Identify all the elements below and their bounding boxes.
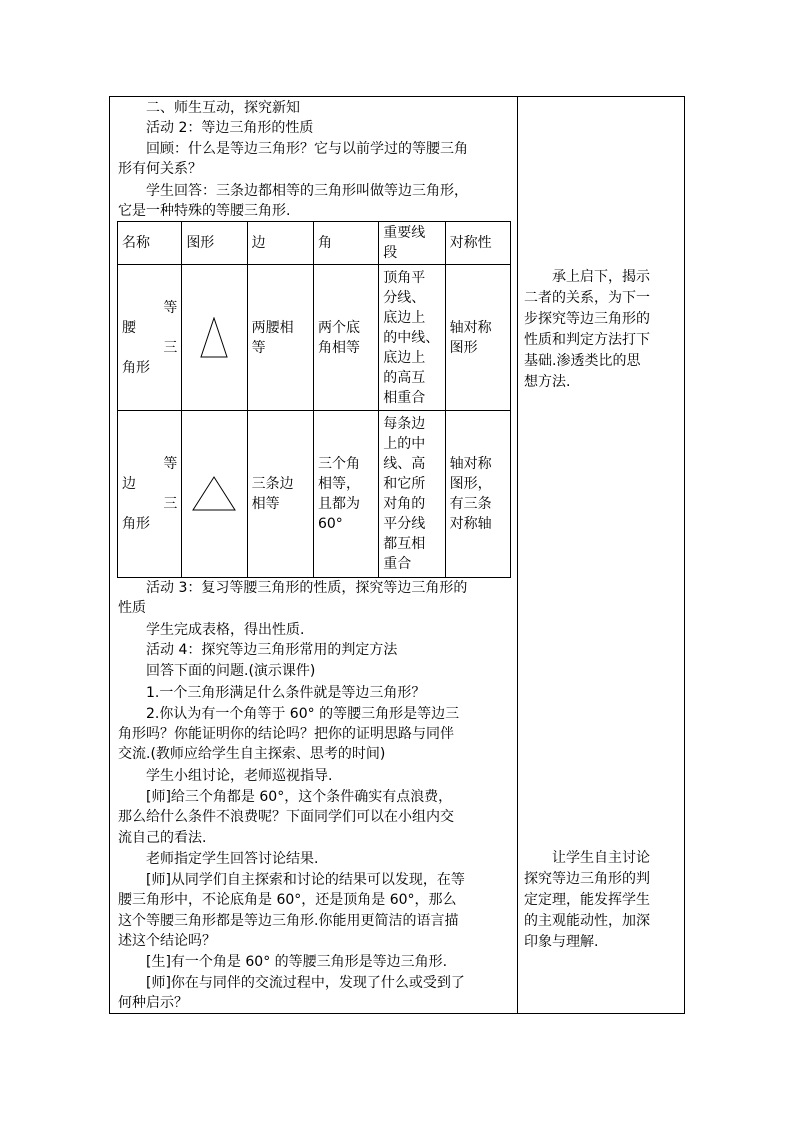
design-note-1 (524, 267, 680, 393)
name-line: 三 (163, 339, 178, 356)
equilateral-symmetry-cell (445, 411, 510, 578)
section-heading: 二、师生互动，探究新知 (146, 100, 300, 116)
student-statement-line: [生]有一个角是 60° 的等腰三角形是等边三角形. (146, 954, 448, 970)
side-line: 三条边 (251, 476, 294, 492)
symmetry-line: 轴对称 (449, 319, 492, 336)
note-line: 的主观能动性，加深 (524, 913, 650, 929)
side-line: 等 (251, 339, 266, 356)
isosceles-triangle-figure (200, 317, 228, 359)
review-question-line-2: 形有何关系？ (118, 161, 202, 177)
lines-line: 都互相 (383, 536, 426, 552)
lines-line: 和它所 (383, 476, 426, 492)
lines-line: 底边上 (383, 309, 426, 326)
isosceles-lines-cell (379, 265, 445, 411)
header-name: 名称 (118, 222, 182, 265)
note-line: 定定理，能发挥学生 (524, 892, 650, 908)
side-line: 相等 (251, 496, 280, 512)
lines-line: 对角的 (383, 496, 426, 512)
name-line: 等 (163, 456, 178, 472)
question-1: 1.一个三角形满足什么条件就是等边三角形？ (146, 685, 426, 701)
header-important-lines (379, 222, 445, 265)
lines-line: 平分线 (383, 516, 426, 532)
equilateral-triangle-figure (192, 476, 236, 512)
equilateral-angle-cell (313, 411, 378, 578)
activity-4-title: 活动 4：探究等边三角形常用的判定方法 (146, 642, 398, 658)
note-line: 印象与理解. (524, 934, 599, 950)
table-row (118, 265, 511, 411)
header-important-lines-1: 重要线 (383, 225, 426, 241)
header-important-lines-2: 段 (383, 245, 398, 261)
header-figure: 图形 (182, 222, 247, 265)
name-line: 等 (163, 299, 178, 316)
side-line: 两腰相 (251, 319, 294, 336)
symmetry-line: 图形 (449, 339, 478, 356)
symmetry-line: 有三条 (449, 496, 492, 512)
header-angle: 角 (313, 222, 378, 265)
name-line: 三 (163, 496, 178, 512)
table-row (118, 411, 511, 578)
note-line: 性质和判定方法打下 (524, 332, 650, 348)
group-discussion-line: 学生小组讨论，老师巡视指导. (146, 768, 333, 784)
note-line: 二者的关系，为下一 (524, 290, 650, 306)
isosceles-side-cell (247, 265, 313, 411)
teacher-remark-1-line-1: [师]给三个角都是 60°，这个条件确实有点浪费， (146, 789, 453, 805)
lines-line: 的高互 (383, 369, 426, 386)
isosceles-figure-cell (182, 265, 247, 411)
isosceles-name-cell (118, 265, 182, 411)
note-line: 基础.渗透类比的思 (524, 353, 641, 369)
activity-2-title: 活动 2：等边三角形的性质 (146, 120, 314, 136)
name-line: 边 (122, 476, 136, 492)
triangle-comparison-table (117, 221, 511, 578)
teacher-remark-1-line-2: 那么给什么条件不浪费呢？下面同学们可以在小组内交 (118, 809, 454, 825)
angle-line: 相等， (317, 476, 360, 492)
question-2-line-3: 交流.(教师应给学生自主探索、思考的时间) (118, 746, 386, 762)
equilateral-figure-cell (182, 411, 247, 578)
name-line: 角形 (122, 516, 150, 532)
activity-3-line-2: 性质 (118, 600, 146, 616)
column-divider (517, 96, 518, 1014)
equilateral-name-cell (118, 411, 182, 578)
student-complete-table: 学生完成表格，得出性质. (146, 622, 305, 638)
isosceles-angle-cell (313, 265, 378, 411)
teacher-remark-2-line-4: 述这个结论吗？ (118, 933, 216, 949)
angle-line: 角相等 (317, 339, 360, 356)
note-line: 步探究等边三角形的 (524, 311, 650, 327)
activity-3-line-1: 活动 3：复习等腰三角形的性质，探究等边三角形的 (146, 580, 468, 596)
student-answer-line-2: 它是一种特殊的等腰三角形. (118, 203, 291, 219)
header-side: 边 (247, 222, 313, 265)
name-line: 角形 (122, 359, 150, 376)
lines-line: 底边上 (383, 349, 426, 366)
lines-line: 重合 (383, 556, 412, 572)
angle-line: 两个底 (317, 319, 360, 336)
lines-line: 线、高 (383, 456, 426, 472)
header-symmetry: 对称性 (445, 222, 510, 265)
symmetry-line: 轴对称 (449, 456, 492, 472)
answer-questions-line: 回答下面的问题.(演示课件) (146, 663, 316, 679)
lines-line: 每条边 (383, 416, 426, 432)
symmetry-line: 图形， (449, 476, 492, 492)
equilateral-lines-cell (379, 411, 445, 578)
table-header-row (118, 222, 511, 265)
lines-line: 的中线、 (383, 329, 440, 346)
design-note-2 (524, 848, 680, 953)
teacher-remark-2-line-2: 腰三角形中，不论底角是 60°，还是顶角是 60°，那么 (118, 892, 457, 908)
note-line: 想方法. (524, 374, 571, 390)
lines-line: 上的中 (383, 436, 426, 452)
question-2-line-2: 角形吗？你能证明你的结论吗？把你的证明思路与同伴 (118, 726, 454, 742)
lines-line: 分线、 (383, 289, 426, 306)
teacher-remark-3-line-2: 何种启示？ (118, 995, 188, 1011)
equilateral-side-cell (247, 411, 313, 578)
note-line: 让学生自主讨论 (552, 850, 650, 866)
question-2-line-1: 2.你认为有一个角等于 60° 的等腰三角形是等边三 (146, 706, 460, 722)
angle-line: 60° (317, 516, 343, 532)
note-line: 承上启下，揭示 (552, 269, 650, 285)
lines-line: 顶角平 (383, 269, 426, 286)
teacher-assigns-line: 老师指定学生回答讨论结果. (146, 851, 319, 867)
symmetry-line: 对称轴 (449, 516, 492, 532)
review-question-line-1: 回顾：什么是等边三角形？它与以前学过的等腰三角 (146, 141, 468, 157)
teacher-remark-3-line-1: [师]你在与同伴的交流过程中，发现了什么或受到了 (146, 975, 465, 991)
teacher-remark-2-line-1: [师]从同学们自主探索和讨论的结果可以发现，在等 (146, 872, 465, 888)
teacher-remark-1-line-3: 流自己的看法. (118, 830, 207, 846)
angle-line: 且都为 (317, 496, 360, 512)
isosceles-symmetry-cell (445, 265, 510, 411)
teacher-remark-2-line-3: 这个等腰三角形都是等边三角形.你能用更简洁的语言描 (118, 913, 459, 929)
angle-line: 三个角 (317, 456, 360, 472)
name-line: 腰 (122, 319, 136, 336)
note-line: 探究等边三角形的判 (524, 871, 650, 887)
lines-line: 相重合 (383, 389, 426, 406)
student-answer-line-1: 学生回答：三条边都相等的三角形叫做等边三角形， (146, 183, 468, 199)
